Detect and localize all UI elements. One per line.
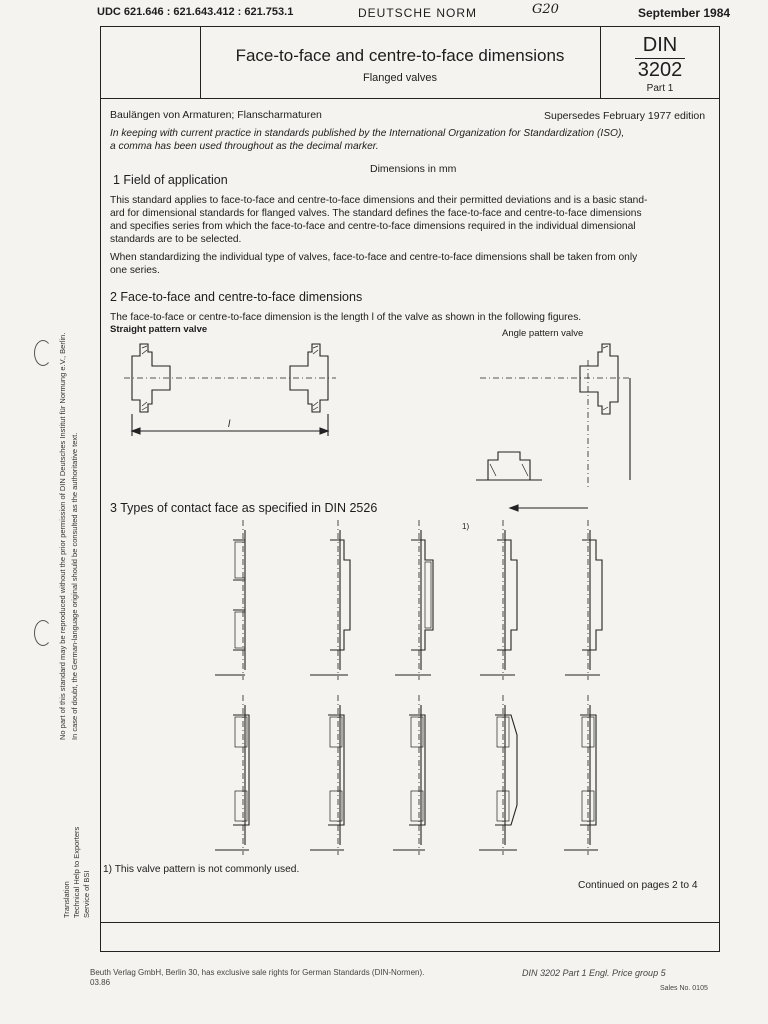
din-number: 3202	[637, 59, 683, 81]
contact-face-1b	[310, 520, 350, 680]
translation-side-note-3: Service of BSI	[82, 870, 91, 918]
din-label: DIN	[642, 34, 678, 56]
supersedes-note: Supersedes February 1977 edition	[544, 110, 706, 122]
deutsche-norm-label: DEUTSCHE NORM	[358, 6, 478, 20]
binder-hole-bottom	[34, 620, 52, 646]
publisher-code: 03.86	[90, 978, 111, 987]
handwritten-note: G20	[532, 2, 559, 17]
section-1-heading: 1 Field of application	[113, 173, 228, 187]
contact-face-row-1	[205, 520, 625, 680]
section-1-line-5: When standardizing the individual type of valves, face-to-face and centre-to-face dimensions shall be taken from only	[110, 252, 638, 263]
footnote-marker: 1)	[462, 522, 470, 531]
contact-face-1a	[215, 520, 245, 680]
language-side-note: In case of doubt, the German-language original should be consulted as the authoritative text.	[70, 432, 79, 740]
contact-face-2d	[479, 695, 517, 855]
contact-face-2e	[564, 695, 598, 855]
publisher-note: Beuth Verlag GmbH, Berlin 30, has exclusive sale rights for German Standards (DIN-Normen).	[90, 968, 425, 977]
iso-note-line-1: In keeping with current practice in standards published by the International Organization for Standardization (ISO),	[110, 128, 625, 139]
translation-side-note-2: Technical Help to Exporters	[72, 826, 81, 918]
section-3-heading: 3 Types of contact face as specified in DIN 2526	[110, 501, 378, 515]
publication-date: September 1984	[638, 6, 731, 20]
document-title: Face-to-face and centre-to-face dimensions	[235, 46, 565, 65]
iso-note-line-2: a comma has been used throughout as the decimal marker.	[110, 141, 379, 152]
translation-side-note-1: Translation	[62, 881, 71, 918]
straight-dim-symbol: l	[228, 419, 231, 430]
german-title: Baulängen von Armaturen; Flanscharmaturen	[110, 109, 322, 121]
dimensions-unit: Dimensions in mm	[370, 163, 457, 175]
document-reference: DIN 3202 Part 1 Engl. Price group 5	[522, 968, 666, 978]
section-2-text: The face-to-face or centre-to-face dimension is the length l of the valve as shown in the following figures.	[110, 312, 582, 323]
document-subtitle: Flanged valves	[363, 72, 437, 84]
sales-number: Sales No. 0105	[660, 985, 708, 992]
section-2-heading: 2 Face-to-face and centre-to-face dimensions	[110, 290, 363, 304]
din-part: Part 1	[646, 83, 674, 94]
continued-note: Continued on pages 2 to 4	[578, 880, 698, 891]
section-1-line-4: standards are to be selected.	[110, 234, 242, 245]
angle-pattern-label: Angle pattern valve	[502, 328, 584, 339]
copyright-side-note: No part of this standard may be reproduced without the prior permission of DIN Deutsches Institut für Normung e.V., Berlin.	[58, 332, 67, 740]
contact-face-row-2	[205, 695, 625, 855]
contact-face-2c	[393, 695, 425, 855]
header-left-divider	[200, 26, 201, 98]
section-1-line-1: This standard applies to face-to-face and centre-to-face dimensions and their permitted deviations and is a basic stand-	[110, 195, 648, 206]
header-divider	[100, 98, 720, 99]
contact-face-1e	[565, 520, 602, 680]
header-right-divider	[600, 26, 601, 98]
contact-face-1c	[395, 520, 433, 680]
contact-face-1d	[480, 520, 517, 680]
footer-rule	[100, 922, 720, 923]
udc-code: UDC 621.646 : 621.643.412 : 621.753.1	[97, 6, 294, 18]
section-1-line-2: ard for dimensional standards for flanged valves. The standard defines the face-to-face and centre-to-face dimensions	[110, 208, 642, 219]
angle-valve-drawing	[470, 340, 640, 515]
straight-pattern-label: Straight pattern valve	[110, 324, 208, 335]
contact-face-2a	[215, 695, 249, 855]
binder-hole-top	[34, 340, 52, 366]
contact-face-2b	[310, 695, 344, 855]
section-1-line-3: and specifies series from which the face-to-face and centre-to-face dimensions required in the individual dimensional	[110, 221, 636, 232]
section-1-line-6: one series.	[110, 265, 160, 276]
footnote-text: 1) This valve pattern is not commonly used.	[103, 864, 300, 875]
